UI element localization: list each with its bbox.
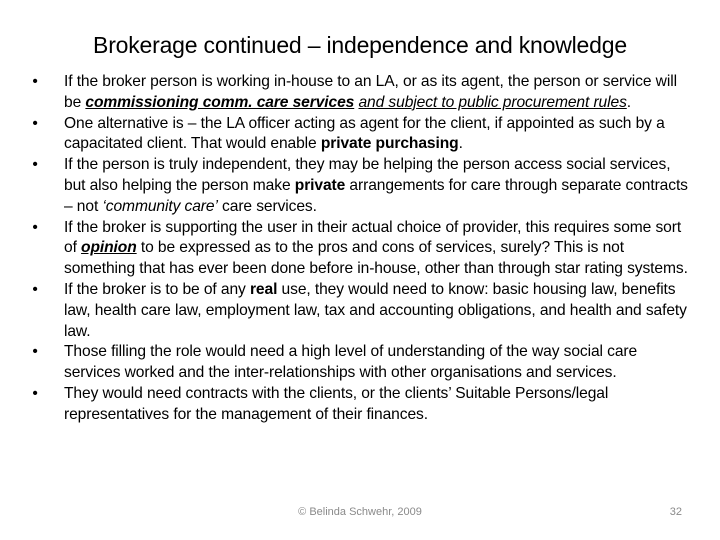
bullet-emphasis: private purchasing <box>320 135 459 153</box>
bullet-item <box>28 280 688 342</box>
bullet-dot: • <box>32 343 38 361</box>
bullet-item <box>28 72 688 114</box>
slide-title: Brokerage continued – independence and knowledge <box>93 32 627 58</box>
bullet-item <box>28 342 688 384</box>
bullet-text: Those filling the role would need a high level of understanding of the way social care services worked and the inter-relationships with other organisations and services. <box>64 343 638 382</box>
bullet-item <box>28 114 688 156</box>
bullet-dot: • <box>32 384 38 402</box>
bullet-dot: • <box>32 114 38 132</box>
bullet-item <box>28 155 688 217</box>
bullet-dot: • <box>32 73 38 90</box>
bullet-text: If the broker is supporting the user in their actual choice of provider, this requires some sort of <box>64 218 682 257</box>
bullet-emphasis: and subject to public procurement rules <box>358 93 627 111</box>
bullet-emphasis: opinion <box>81 239 137 257</box>
bullet-emphasis: ‘community care’ <box>102 197 218 215</box>
bullet-emphasis: private <box>294 176 346 194</box>
copyright-footer: © Belinda Schwehr, 2009 <box>298 506 422 518</box>
bullet-emphasis: commissioning comm. care services <box>85 93 355 111</box>
bullet-text: One alternative is – the LA officer acting as agent for the client, if appointed as such by a capacitated client. That would enable <box>64 114 665 153</box>
bullet-item <box>28 218 688 280</box>
bullet-text: If the broker person is working in-house to an LA, or as its agent, the person or service will be <box>64 73 677 111</box>
bullet-text: . <box>458 135 463 153</box>
bullet-dot: • <box>32 156 38 174</box>
bullet-text: If the broker is to be of any <box>64 280 250 298</box>
bullet-text: They would need contracts with the clients, or the clients’ Suitable Persons/legal representatives for the management of their finances. <box>64 384 609 423</box>
bullet-text: If the person is truly independent, they may be helping the person access social services, but also helping the person make <box>64 156 671 194</box>
bullet-item <box>28 384 688 426</box>
bullet-text: to be expressed as to the pros and cons of services, surely? This is not something that has ever been done before in-house, other than through star rating systems. <box>64 239 688 278</box>
bullet-emphasis: real <box>249 280 278 298</box>
bullet-text: care services. <box>217 197 317 215</box>
bullet-dot: • <box>32 218 38 236</box>
bullet-list <box>28 72 688 426</box>
page-number: 32 <box>669 506 682 518</box>
bullet-text: arrangements for care through separate contracts – not <box>64 176 688 215</box>
bullet-text: . <box>626 93 631 111</box>
bullet-text: use, they would need to know: basic housing law, benefits law, health care law, employment law, tax and accounting obligations, and health and safety law. <box>64 280 687 340</box>
bullet-dot: • <box>32 280 38 298</box>
